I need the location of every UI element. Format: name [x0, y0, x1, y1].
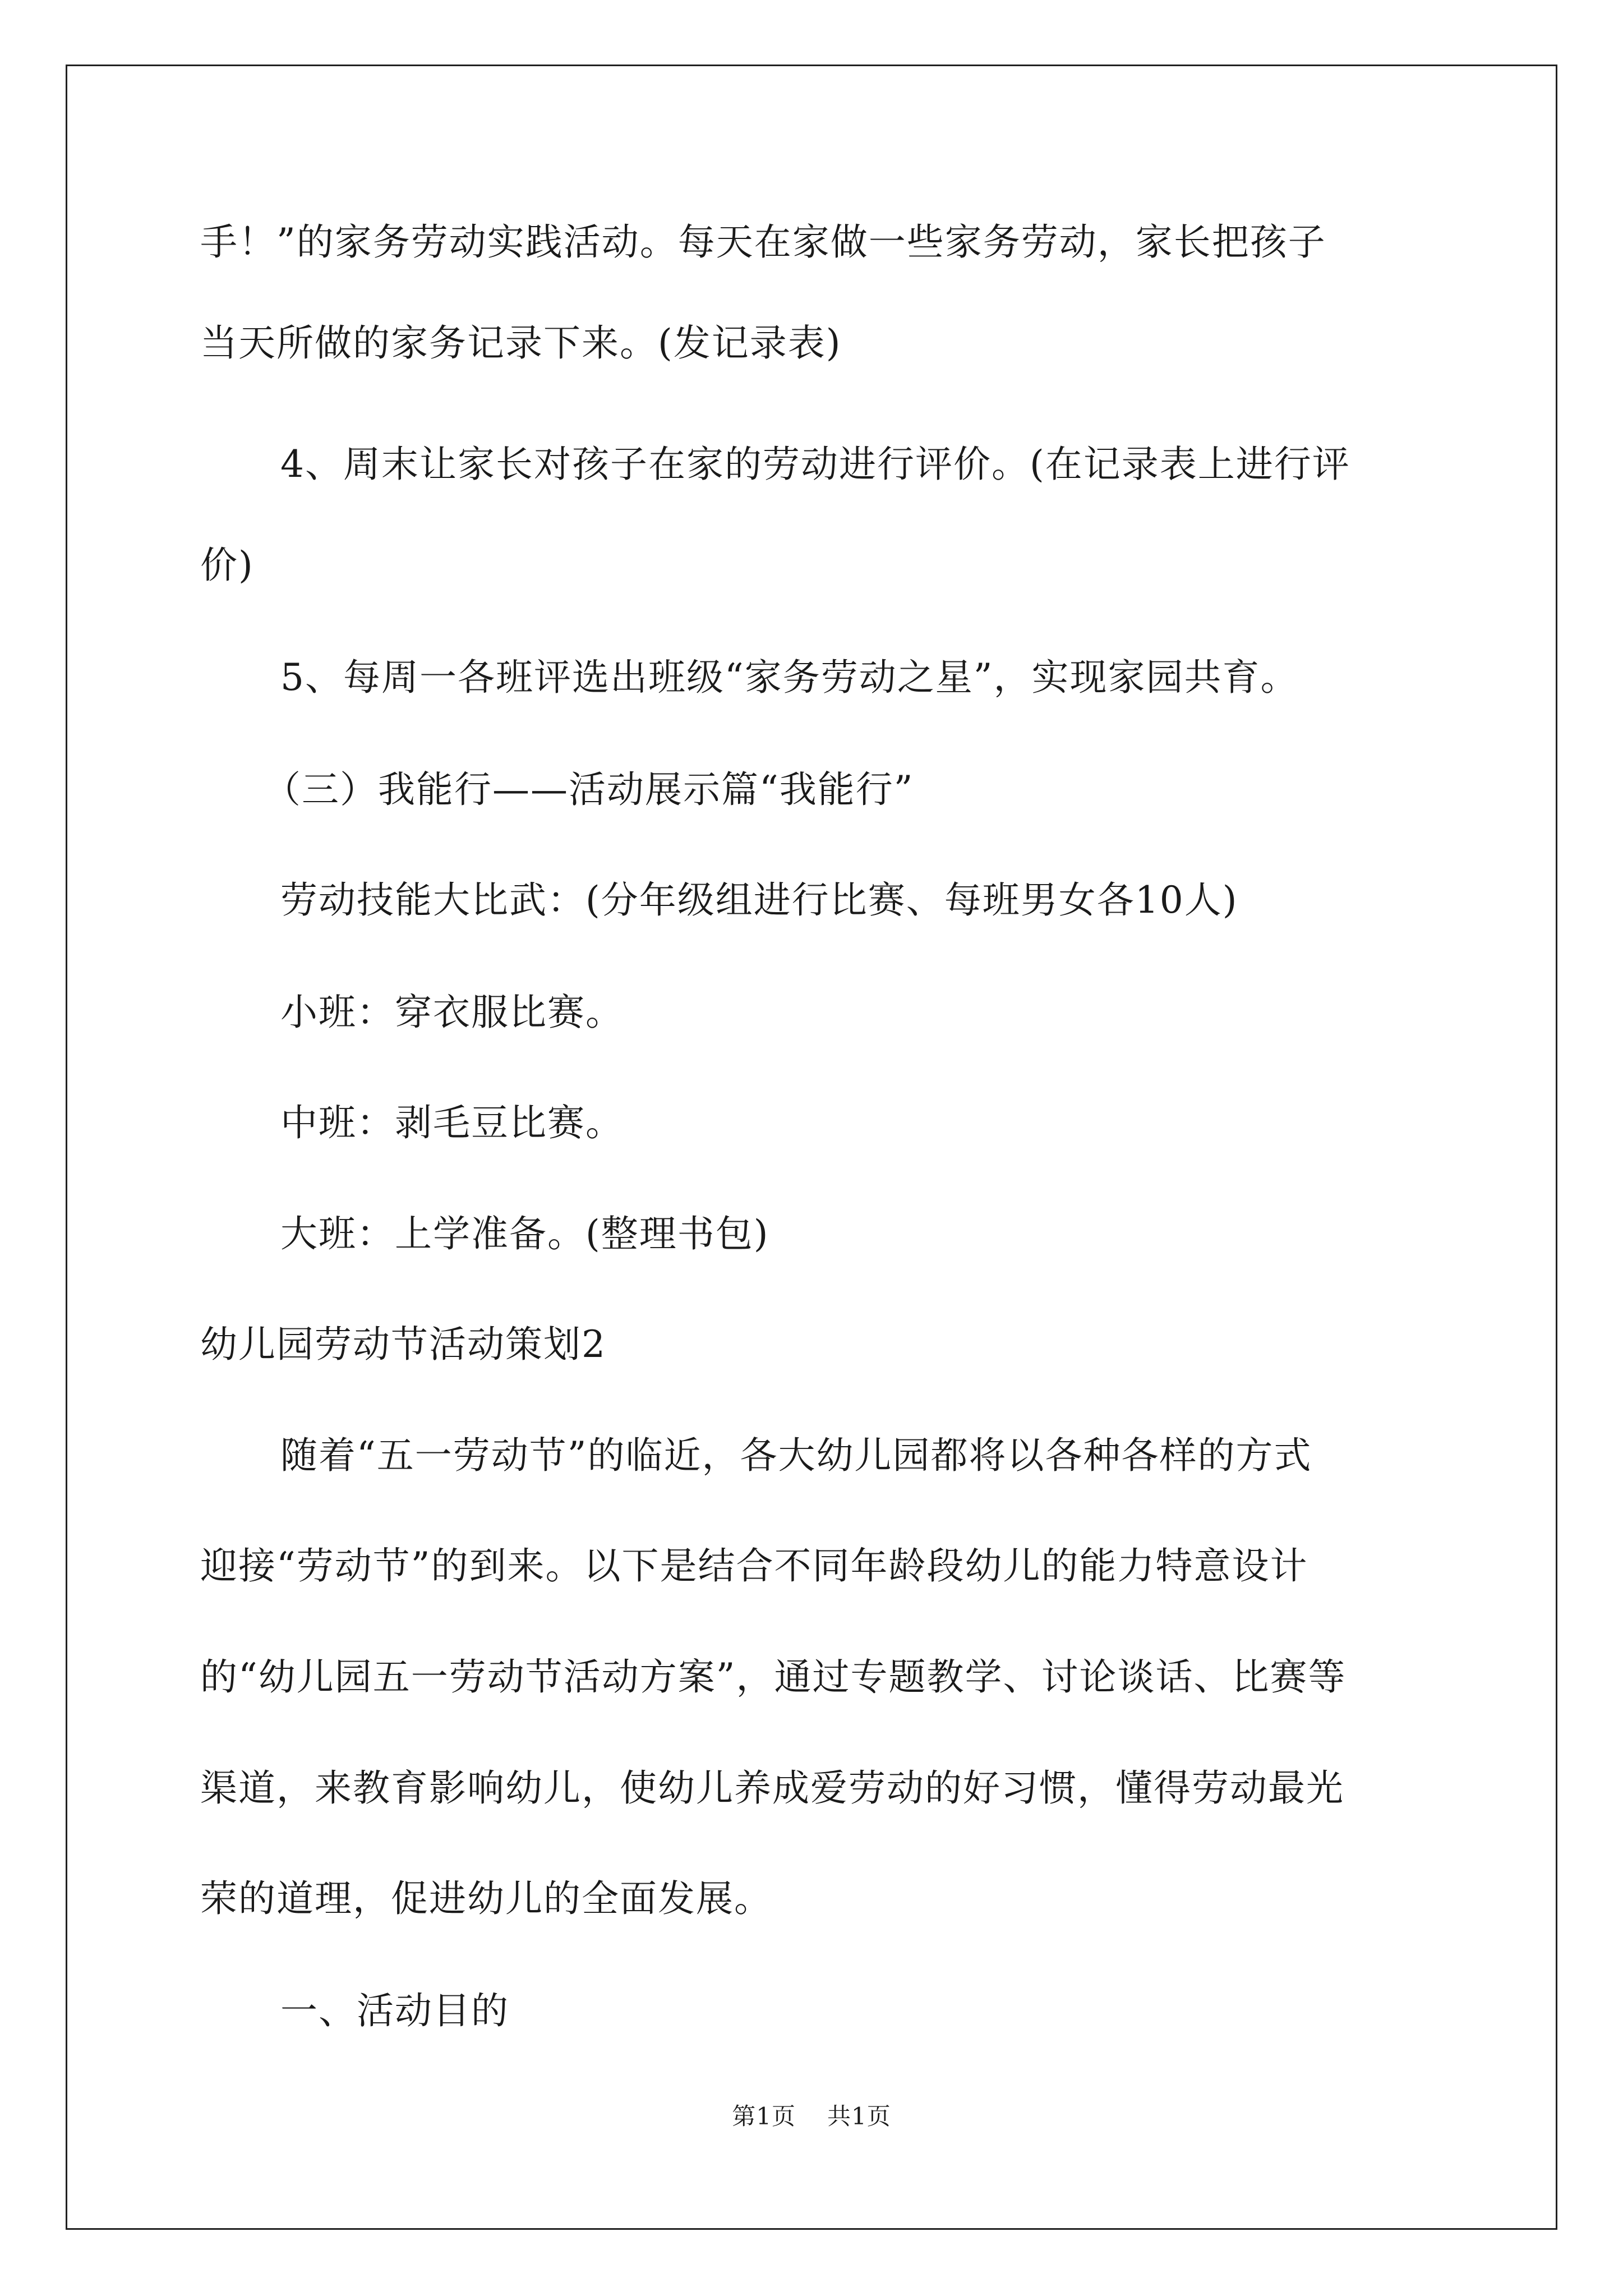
- section-title: 幼儿园劳动节活动策划2: [200, 1323, 606, 1366]
- page-footer: [0, 2102, 1623, 2131]
- text-line-3: 4、周末让家长对孩子在家的劳动进行评价。(在记录表上进行评: [280, 443, 1350, 486]
- text-line-8: 小班：穿衣服比赛。: [280, 991, 624, 1034]
- text-line-16: 荣的道理，促进幼儿的全面发展。: [200, 1877, 772, 1920]
- text-line-10: 大班：上学准备。(整理书包): [280, 1212, 769, 1255]
- section-heading-3: （三）我能行——活动展示篇“我能行”: [264, 768, 914, 811]
- text-line-2: 当天所做的家务记录下来。(发记录表): [200, 321, 842, 365]
- text-line-4: 价): [200, 544, 254, 587]
- text-line-12: 随着“五一劳动节”的临近，各大幼儿园都将以各种各样的方式: [280, 1434, 1312, 1477]
- text-line-13: 迎接“劳动节”的到来。以下是结合不同年龄段幼儿的能力特意设计: [200, 1544, 1308, 1588]
- subheading-activity-purpose: 一、活动目的: [280, 1989, 509, 2032]
- page-total: 共1页: [827, 2102, 891, 2130]
- text-line-9: 中班：剥毛豆比赛。: [280, 1101, 624, 1144]
- text-line-14: 的“幼儿园五一劳动节活动方案”，通过专题教学、讨论谈话、比赛等: [200, 1655, 1347, 1699]
- text-line-1: 手！”的家务劳动实践活动。每天在家做一些家务劳动，家长把孩子: [200, 220, 1326, 264]
- page-number: 第1页: [732, 2102, 796, 2130]
- text-line-15: 渠道，来教育影响幼儿，使幼儿养成爱劳动的好习惯，懂得劳动最光: [200, 1766, 1344, 1810]
- text-line-5: 5、每周一各班评选出班级“家务劳动之星”，实现家园共育。: [280, 656, 1299, 699]
- text-line-7: 劳动技能大比武：(分年级组进行比赛、每班男女各10人): [280, 878, 1238, 922]
